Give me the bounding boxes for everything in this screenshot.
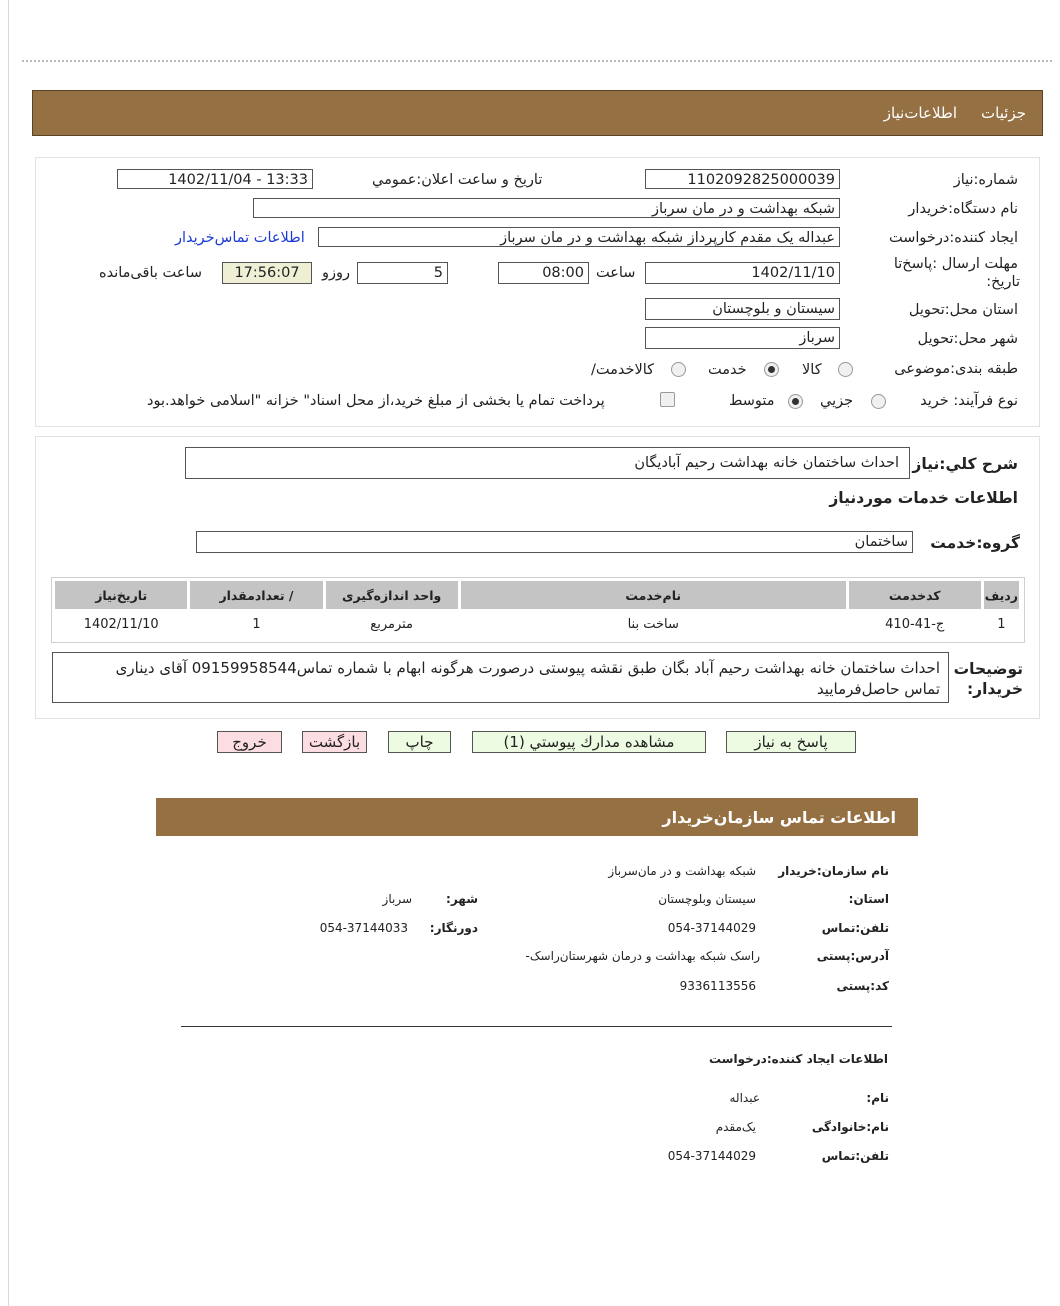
postal-code-value: 9336113556 bbox=[679, 979, 756, 993]
creator-phone-value: 054-37144029 bbox=[667, 1149, 756, 1163]
org-name-value: شبکه بهداشت و در مان‌سرباز bbox=[608, 864, 756, 878]
process-radio-medium[interactable] bbox=[788, 394, 803, 409]
header-quantity: / تعدادمقدار bbox=[190, 581, 322, 609]
services-table bbox=[52, 578, 1022, 639]
postal-code-label: کد:پستی bbox=[836, 979, 889, 993]
category-radio-goods-service[interactable] bbox=[671, 362, 686, 377]
header-unit: واحد اندازه‌گیری bbox=[326, 581, 458, 609]
buyer-notes-label: توضیحات bbox=[953, 660, 1023, 678]
deadline-time-field: 08:00 bbox=[498, 262, 589, 284]
process-option-medium: متوسط bbox=[729, 393, 775, 409]
buyer-notes-label-2: :خریدار bbox=[966, 680, 1023, 698]
print-button[interactable]: چاپ bbox=[388, 731, 451, 753]
buyer-notes-line-2: تماس حاصل‌فرمایید bbox=[816, 680, 940, 698]
service-group-field: ساختمان bbox=[196, 531, 913, 553]
category-option-service: خدمت bbox=[708, 362, 747, 378]
cell-quantity: 1 bbox=[252, 616, 261, 632]
header-service-name: نام‌خدمت bbox=[461, 581, 846, 609]
tab-need-info[interactable]: اطلاعات‌نیاز bbox=[883, 104, 957, 122]
city-label: :شهر bbox=[446, 892, 478, 906]
creator-name-value: عبداله bbox=[729, 1091, 760, 1105]
reply-button[interactable]: پاسخ به نیاز bbox=[726, 731, 856, 753]
creator-family-label: نام:خانوادگی bbox=[811, 1120, 889, 1134]
cell-need-date: 1402/11/10 bbox=[83, 616, 159, 632]
treasury-payment-text: پرداخت تمام یا بخشی از مبلغ خرید،از محل اسناد" خزانه "اسلامی خواهد.بود bbox=[147, 393, 605, 409]
category-label: طبقه بندی:موضوعی bbox=[894, 361, 1018, 377]
header-row-number: ردیف bbox=[984, 581, 1019, 609]
header-service-code: کدخدمت bbox=[849, 581, 981, 609]
org-name-label: نام سازمان:خریدار bbox=[778, 864, 889, 878]
need-number-label: شماره:نیاز bbox=[953, 172, 1018, 188]
cell-row-number: 1 bbox=[997, 616, 1006, 632]
fax-label: :دورنگار bbox=[429, 921, 478, 935]
category-radio-goods[interactable] bbox=[838, 362, 853, 377]
remaining-time-field: 17:56:07 bbox=[222, 262, 312, 284]
service-group-label: گروه:خدمت bbox=[930, 534, 1020, 552]
category-radio-service[interactable] bbox=[764, 362, 779, 377]
buyer-org-label: نام دستگاه:خریدار bbox=[908, 201, 1018, 217]
table-header-row bbox=[55, 581, 1019, 609]
buyer-org-field: شبکه بهداشت و در مان سرباز bbox=[253, 198, 840, 218]
creator-family-value: یک‌مقدم bbox=[715, 1120, 756, 1134]
cell-unit: مترمربع bbox=[370, 616, 414, 632]
cell-service-name: ساخت بنا bbox=[627, 616, 679, 632]
delivery-province-label: استان محل:تحویل bbox=[908, 302, 1018, 318]
announce-datetime-label: تاریخ و ساعت اعلان:عمومي bbox=[372, 172, 543, 188]
creator-field: عبداله یک مقدم کارپرداز شبکه بهداشت و در مان سرباز bbox=[318, 227, 840, 247]
process-radio-minor[interactable] bbox=[871, 394, 886, 409]
category-option-goods-service: /کالاخدمت bbox=[591, 362, 655, 378]
table-row bbox=[55, 612, 1019, 636]
top-tab-bar bbox=[32, 90, 1043, 136]
treasury-payment-checkbox[interactable] bbox=[660, 392, 675, 407]
deadline-time-label: ساعت bbox=[596, 265, 636, 281]
buyer-contact-link[interactable]: اطلاعات تماس‌خریدار bbox=[175, 230, 305, 246]
category-option-goods: کالا bbox=[802, 362, 822, 378]
creator-name-label: :نام bbox=[866, 1091, 889, 1105]
address-value: -راسک شبکه بهداشت و درمان شهرستان‌راسک bbox=[525, 949, 760, 963]
creator-label: ایجاد کننده:درخواست bbox=[889, 230, 1018, 246]
services-table-frame bbox=[51, 577, 1025, 643]
deadline-label-2: :تاریخ bbox=[986, 274, 1020, 290]
phone-label: تلفن:تماس bbox=[821, 921, 889, 935]
announce-datetime-field: 1402/11/04 - 13:33 bbox=[117, 169, 313, 189]
buyer-notes-box bbox=[52, 652, 949, 703]
province-value: سیستان وبلوچستان bbox=[658, 892, 756, 906]
header-need-date: تاریخ‌نیاز bbox=[55, 581, 187, 609]
exit-button[interactable]: خروج bbox=[217, 731, 282, 753]
phone-value: 054-37144029 bbox=[667, 921, 756, 935]
days-label: روزو bbox=[322, 265, 351, 281]
address-label: آدرس:پستی bbox=[816, 949, 889, 963]
deadline-date-field: 1402/11/10 bbox=[645, 262, 840, 284]
delivery-city-label: شهر محل:تحویل bbox=[917, 331, 1018, 347]
need-number-field: 1102092825000039 bbox=[645, 169, 840, 189]
creator-info-title: اطلاعات ایجاد کننده:درخواست bbox=[708, 1052, 888, 1066]
remaining-days-field: 5 bbox=[357, 262, 448, 284]
delivery-city-field: سرباز bbox=[645, 327, 840, 349]
back-button[interactable]: بازگشت bbox=[302, 731, 367, 753]
view-attachments-button[interactable]: مشاهده مدارك پيوستي (1) bbox=[472, 731, 706, 753]
left-border-line bbox=[8, 0, 9, 1306]
general-description-label: شرح کلي:نیاز bbox=[912, 455, 1018, 473]
process-type-label: نوع فرآیند: خرید bbox=[920, 393, 1018, 409]
general-description-field: احداث ساختمان خانه بهداشت رحیم آبادیگان bbox=[185, 447, 910, 479]
fax-value: 054-37144033 bbox=[319, 921, 408, 935]
province-label: :استان bbox=[848, 892, 889, 906]
buyer-contact-title: اطلاعات تماس سازمان‌خریدار bbox=[662, 808, 896, 827]
process-option-minor: جزیي bbox=[820, 393, 854, 409]
section-divider bbox=[181, 1026, 892, 1027]
cell-service-code: ج-41-410 bbox=[885, 616, 945, 632]
tab-details[interactable]: جزئیات bbox=[981, 104, 1026, 122]
buyer-notes-line-1: احداث ساختمان خانه بهداشت رحیم آباد بگان طبق نقشه پیوستی درصورت هرگونه ابهام با شماره تماس09159958544 آقای دیناری bbox=[115, 659, 940, 677]
deadline-label: مهلت ارسال :پاسخ‌تا bbox=[893, 256, 1018, 272]
remaining-label: ساعت باقی‌مانده bbox=[99, 265, 202, 281]
city-value: سرباز bbox=[382, 892, 412, 906]
creator-phone-label: تلفن:تماس bbox=[821, 1149, 889, 1163]
services-section-title: اطلاعات خدمات موردنیاز bbox=[829, 489, 1018, 507]
delivery-province-field: سیستان و بلوچستان bbox=[645, 298, 840, 320]
top-dotted-divider bbox=[22, 60, 1052, 62]
buyer-contact-bar bbox=[156, 798, 918, 836]
